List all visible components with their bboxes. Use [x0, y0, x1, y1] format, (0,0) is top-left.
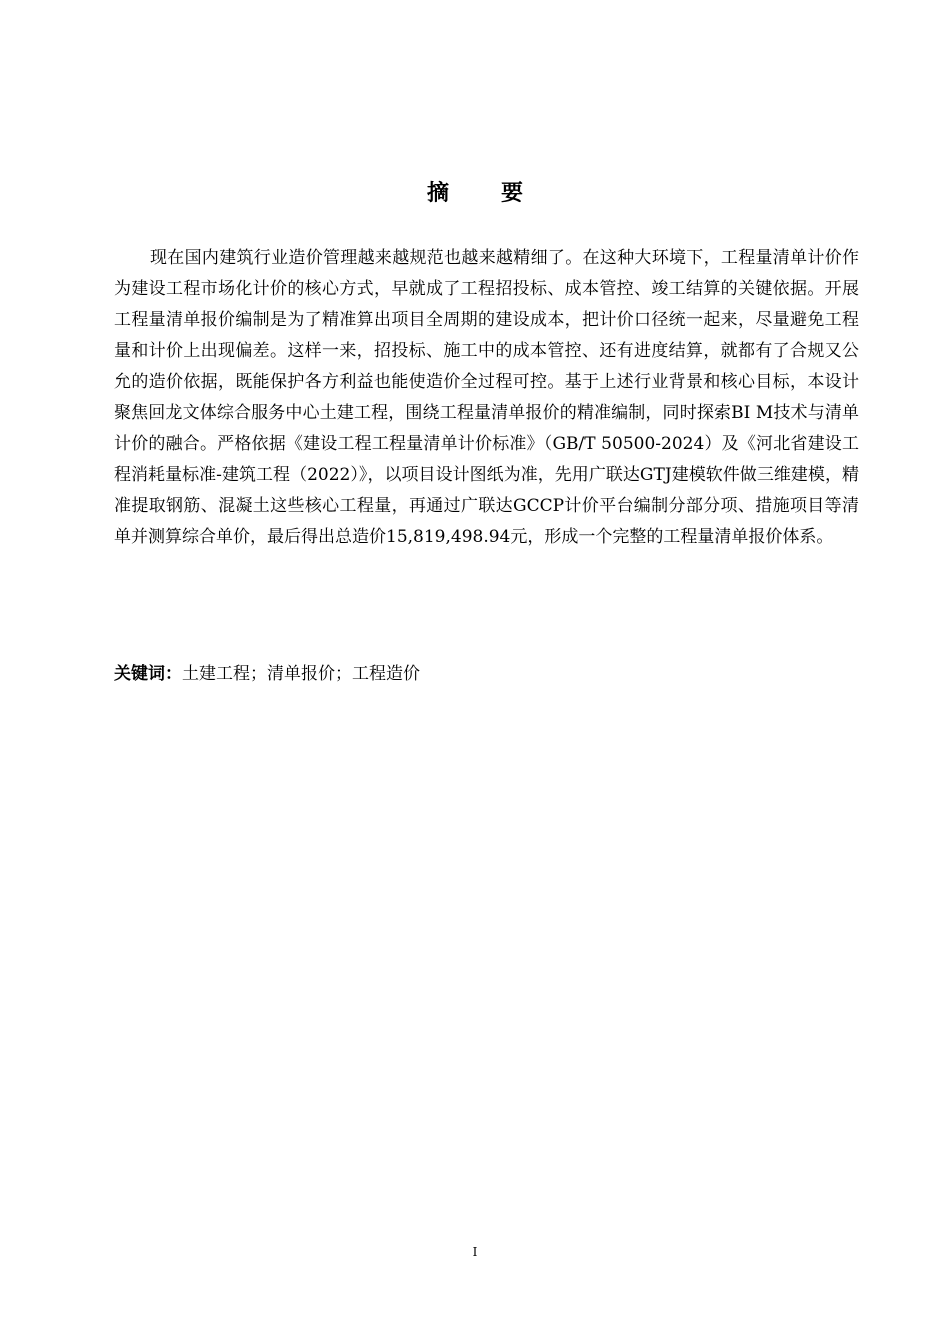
keywords-line: [114, 659, 859, 690]
page-number: I: [472, 1245, 478, 1259]
keywords-value: 土建工程；清单报价；工程造价: [182, 664, 420, 684]
page-title: [0, 178, 950, 210]
keywords-label: 关键词：: [114, 664, 182, 684]
title-char-2: 要: [501, 181, 524, 206]
title-char-1: 摘: [426, 181, 449, 206]
abstract-paragraph: 现在国内建筑行业造价管理越来越规范也越来越精细了。在这种大环境下，工程量清单计价作为建设工程市场化计价的核心方式，早就成了工程招投标、成本管控、竣工结算的关键依据。开展工程量清单报价编制是为了精准算出项目全周期的建设成本，把计价口径统一起来，尽量避免工程量和计价上出现偏差。这样一来，招投标、施工中的成本管控、还有进度结算，就都有了合规又公允的造价依据，既能保护各方利益也能使造价全过程可控。基于上述行业背景和核心目标，本设计聚焦回龙文体综合服务中心土建工程，围绕工程量清单报价的精准编制，同时探索BI M技术与清单计价的融合。严格依据《建设工程工程量清单计价标准》（GB/T 50500-2024）及《河北省建设工程消耗量标准-建筑工程（2022）》，以项目设计图纸为准，先用广联达GTJ建模软件做三维建模，精准提取钢筋、混凝土这些核心工程量，再通过广联达GCCP计价平台编制分部分项、措施项目等清单并测算综合单价，最后得出总造价15,819,498.94元，形成一个完整的工程量清单报价体系。: [114, 248, 859, 547]
